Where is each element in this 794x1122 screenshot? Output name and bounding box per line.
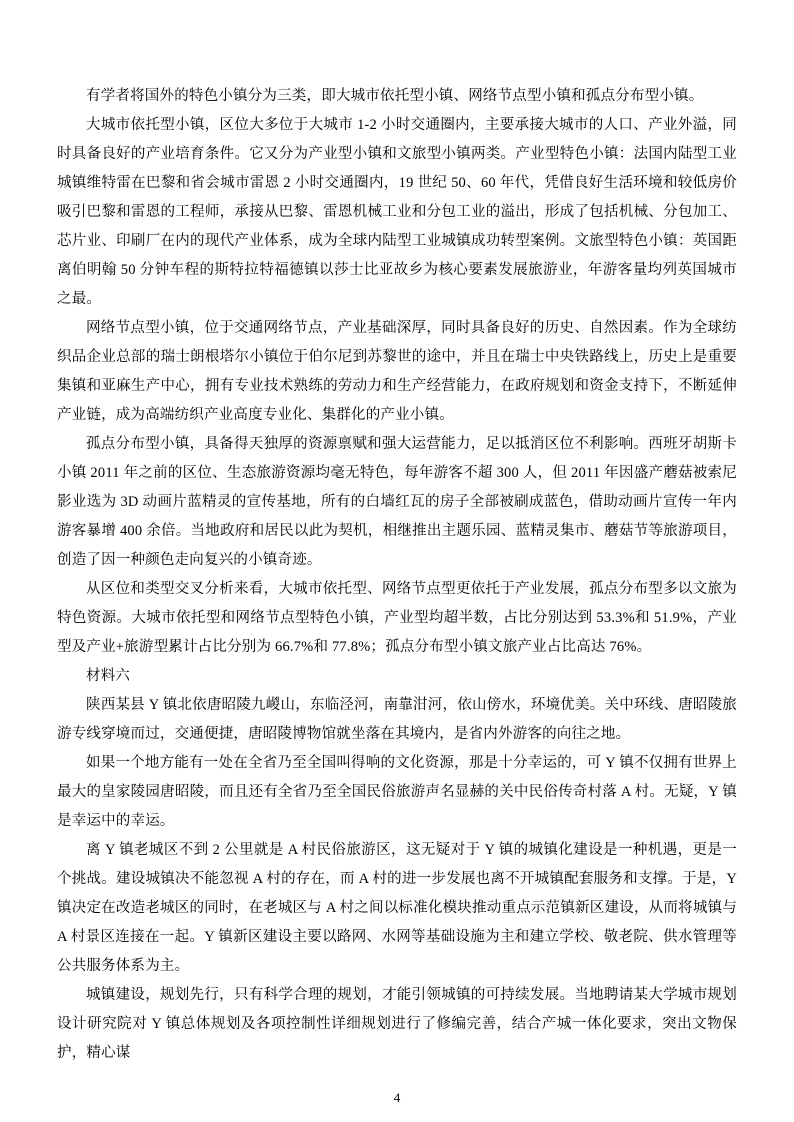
paragraph: 如果一个地方能有一处在全省乃至全国叫得响的文化资源，那是十分幸运的，可 Y 镇不仅拥有世界上最大的皇家陵园唐昭陵，而且还有全省乃至全国民俗旅游声名显赫的关中民俗传奇村落 A 村。无疑，Y 镇是幸运中的幸运。 — [57, 755, 737, 829]
paragraph: 从区位和类型交叉分析来看，大城市依托型、网络节点型更依托于产业发展，孤点分布型多以文旅为特色资源。大城市依托型和网络节点型特色小镇，产业型均超半数，占比分别达到 53.3%和 51.9%，产业型及产业+旅游型累计占比分别为 66.7%和 77.8%；孤点分布型小镇文旅产业占比高达 76%。 — [57, 581, 737, 655]
paragraph: 孤点分布型小镇，具备得天独厚的资源禀赋和强大运营能力，足以抵消区位不利影响。西班牙胡斯卡小镇 2011 年之前的区位、生态旅游资源均毫无特色，每年游客不超 300 人，但 2011 年因盛产蘑菇被索尼影业选为 3D 动画片蓝精灵的宣传基地，所有的白墙红瓦的房子全部被刷成蓝色，借助动画片宣传一年内游客暴增 400 余倍。当地政府和居民以此为契机，相继推出主题乐园、蓝精灵集市、蘑菇节等旅游项目，创造了因一种颜色走向复兴的小镇奇迹。 — [57, 436, 737, 568]
page-number: 4 — [393, 1090, 401, 1105]
paragraph: 城镇建设，规划先行，只有科学合理的规划，才能引领城镇的可持续发展。当地聘请某大学城市规划设计研究院对 Y 镇总体规划及各项控制性详细规划进行了修编完善，结合产城一体化要求，突出文物保护，精心谋 — [57, 987, 737, 1061]
paragraph: 离 Y 镇老城区不到 2 公里就是 A 村民俗旅游区，这无疑对于 Y 镇的城镇化建设是一种机遇，更是一个挑战。建设城镇决不能忽视 A 村的存在，而 A 村的进一步发展也离不开城镇配套服务和支撑。于是，Y 镇决定在改造老城区的同时，在老城区与 A 村之间以标准化模块推动重点示范镇新区建设，从而将城镇与 A 村景区连接在一起。Y 镇新区建设主要以路网、水网等基础设施为主和建立学校、敬老院、供水管理等公共服务体系为主。 — [57, 842, 737, 974]
document-body — [57, 82, 737, 1068]
paragraph: 大城市依托型小镇，区位大多位于大城市 1-2 小时交通圈内，主要承接大城市的人口、产业外溢，同时具备良好的产业培育条件。它又分为产业型小镇和文旅型小镇两类。产业型特色小镇：法国内陆型工业城镇维特雷在巴黎和省会城市雷恩 2 小时交通圈内，19 世纪 50、60 年代，凭借良好生活环境和较低房价吸引巴黎和雷恩的工程师，承接从巴黎、雷恩机械工业和分包工业的溢出，形成了包括机械、分包加工、芯片业、印刷厂在内的现代产业体系，成为全球内陆型工业城镇成功转型案例。文旅型特色小镇：英国距离伯明翰 50 分钟车程的斯特拉特福德镇以莎士比亚故乡为核心要素发展旅游业，年游客量均列英国城市之最。 — [57, 117, 737, 307]
paragraph: 陕西某县 Y 镇北依唐昭陵九嵕山，东临泾河，南靠泔河，依山傍水，环境优美。关中环线、唐昭陵旅游专线穿境而过，交通便捷，唐昭陵博物馆就坐落在其境内，是省内外游客的向往之地。 — [57, 697, 737, 742]
material-heading: 材料六 — [86, 668, 131, 684]
paragraph: 网络节点型小镇，位于交通网络节点，产业基础深厚，同时具备良好的历史、自然因素。作为全球纺织品企业总部的瑞士朗根塔尔小镇位于伯尔尼到苏黎世的途中，并且在瑞士中央铁路线上，历史上是重要集镇和亚麻生产中心，拥有专业技术熟练的劳动力和生产经营能力，在政府规划和资金支持下，不断延伸产业链，成为高端纺织产业高度专业化、集群化的产业小镇。 — [57, 320, 737, 423]
paragraph: 有学者将国外的特色小镇分为三类，即大城市依托型小镇、网络节点型小镇和孤点分布型小镇。 — [86, 88, 704, 104]
